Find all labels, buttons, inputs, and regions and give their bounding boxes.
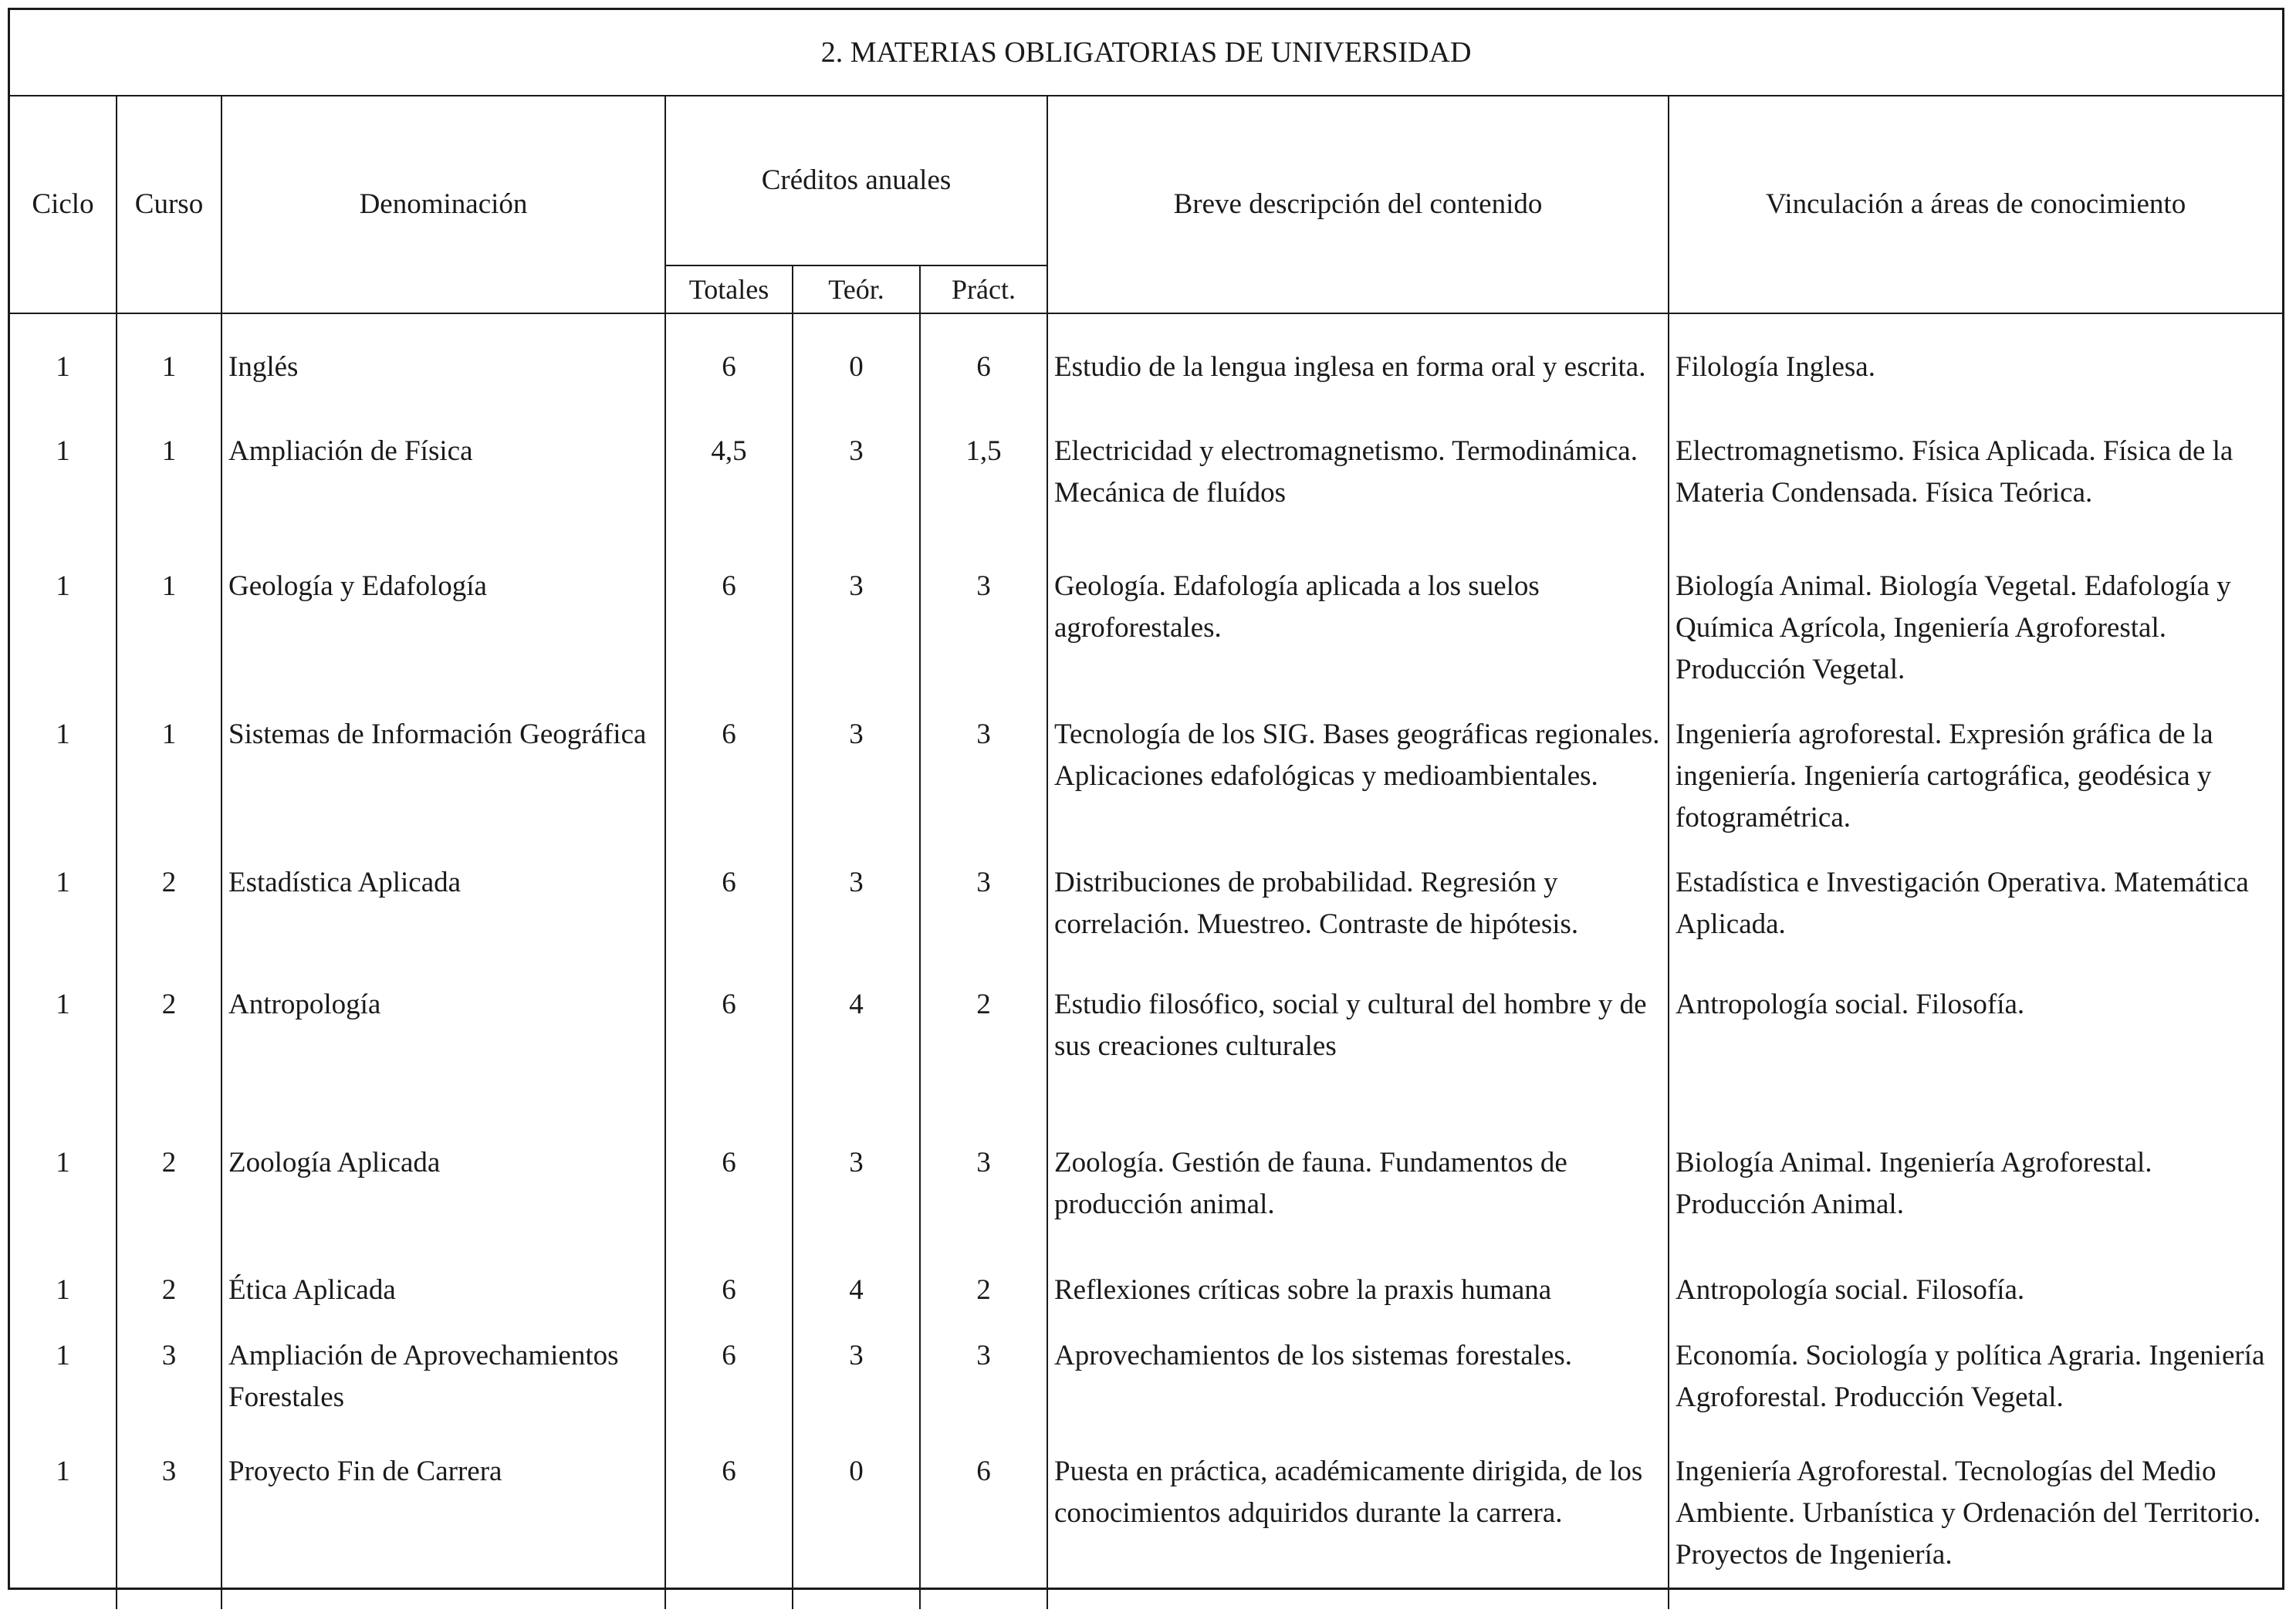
cell-denominacion: Antropología	[221, 961, 665, 1119]
cell-ciclo: 1	[10, 691, 117, 839]
cell-teor: 3	[793, 543, 920, 691]
cell-ciclo: 1	[10, 313, 117, 407]
cell-denominacion: Proyecto Fin de Carrera	[221, 1428, 665, 1609]
table-row	[10, 839, 2282, 961]
cell-curso: 1	[117, 313, 221, 407]
cell-vinculacion: Antropología social. Filosofía.	[1669, 1246, 2282, 1312]
cell-descripcion: Distribuciones de probabilidad. Regresión y correlación. Muestreo. Contraste de hipótesis.	[1047, 839, 1669, 961]
cell-pract: 6	[920, 313, 1047, 407]
cell-totales: 6	[665, 961, 793, 1119]
cell-denominacion: Estadística Aplicada	[221, 839, 665, 961]
cell-teor: 4	[793, 961, 920, 1119]
cell-denominacion: Zoología Aplicada	[221, 1119, 665, 1246]
cell-teor: 4	[793, 1246, 920, 1312]
cell-totales: 6	[665, 691, 793, 839]
table-title: 2. MATERIAS OBLIGATORIAS DE UNIVERSIDAD	[10, 10, 2282, 96]
header-creditos: Créditos anuales	[665, 96, 1047, 265]
cell-pract: 3	[920, 1119, 1047, 1246]
cell-ciclo: 1	[10, 839, 117, 961]
cell-pract: 1,5	[920, 407, 1047, 543]
table-row	[10, 1428, 2282, 1609]
table-body	[10, 313, 2282, 1609]
cell-vinculacion: Economía. Sociología y política Agraria. Ingeniería Agroforestal. Producción Vegetal.	[1669, 1312, 2282, 1428]
cell-pract: 2	[920, 961, 1047, 1119]
cell-teor: 3	[793, 407, 920, 543]
table-row	[10, 407, 2282, 543]
header-pract: Práct.	[920, 265, 1047, 313]
table-row	[10, 313, 2282, 407]
table-row	[10, 543, 2282, 691]
cell-descripcion: Estudio de la lengua inglesa en forma oral y escrita.	[1047, 313, 1669, 407]
cell-descripcion: Geología. Edafología aplicada a los suelos agroforestales.	[1047, 543, 1669, 691]
cell-totales: 4,5	[665, 407, 793, 543]
cell-vinculacion: Electromagnetismo. Física Aplicada. Física de la Materia Condensada. Física Teórica.	[1669, 407, 2282, 543]
cell-vinculacion: Estadística e Investigación Operativa. Matemática Aplicada.	[1669, 839, 2282, 961]
header-descripcion: Breve descripción del contenido	[1047, 96, 1669, 313]
cell-vinculacion: Antropología social. Filosofía.	[1669, 961, 2282, 1119]
cell-curso: 3	[117, 1428, 221, 1609]
cell-curso: 2	[117, 1246, 221, 1312]
cell-ciclo: 1	[10, 1119, 117, 1246]
table-row	[10, 1312, 2282, 1428]
cell-vinculacion: Filología Inglesa.	[1669, 313, 2282, 407]
header-vinculacion: Vinculación a áreas de conocimiento	[1669, 96, 2282, 313]
cell-ciclo: 1	[10, 961, 117, 1119]
document-sheet	[8, 8, 2284, 1590]
cell-curso: 2	[117, 839, 221, 961]
cell-pract: 3	[920, 543, 1047, 691]
cell-denominacion: Inglés	[221, 313, 665, 407]
cell-totales: 6	[665, 1246, 793, 1312]
cell-totales: 6	[665, 313, 793, 407]
cell-pract: 6	[920, 1428, 1047, 1609]
header-totales: Totales	[665, 265, 793, 313]
cell-pract: 3	[920, 1312, 1047, 1428]
cell-ciclo: 1	[10, 407, 117, 543]
cell-totales: 6	[665, 1119, 793, 1246]
table-row	[10, 1119, 2282, 1246]
cell-curso: 1	[117, 691, 221, 839]
cell-ciclo: 1	[10, 543, 117, 691]
cell-teor: 3	[793, 839, 920, 961]
cell-descripcion: Aprovechamientos de los sistemas forestales.	[1047, 1312, 1669, 1428]
cell-teor: 3	[793, 691, 920, 839]
header-ciclo: Ciclo	[10, 96, 117, 313]
cell-totales: 6	[665, 543, 793, 691]
table-row	[10, 691, 2282, 839]
cell-denominacion: Geología y Edafología	[221, 543, 665, 691]
cell-curso: 2	[117, 1119, 221, 1246]
subjects-table	[10, 10, 2282, 1609]
cell-vinculacion: Biología Animal. Ingeniería Agroforestal. Producción Animal.	[1669, 1119, 2282, 1246]
cell-descripcion: Electricidad y electromagnetismo. Termodinámica. Mecánica de fluídos	[1047, 407, 1669, 543]
cell-curso: 2	[117, 961, 221, 1119]
cell-descripcion: Reflexiones críticas sobre la praxis humana	[1047, 1246, 1669, 1312]
cell-curso: 3	[117, 1312, 221, 1428]
cell-ciclo: 1	[10, 1428, 117, 1609]
cell-descripcion: Zoología. Gestión de fauna. Fundamentos de producción animal.	[1047, 1119, 1669, 1246]
cell-descripcion: Puesta en práctica, académicamente dirigida, de los conocimientos adquiridos durante la carrera.	[1047, 1428, 1669, 1609]
cell-totales: 6	[665, 839, 793, 961]
cell-teor: 0	[793, 313, 920, 407]
cell-curso: 1	[117, 543, 221, 691]
cell-totales: 6	[665, 1312, 793, 1428]
cell-ciclo: 1	[10, 1312, 117, 1428]
cell-curso: 1	[117, 407, 221, 543]
cell-denominacion: Ética Aplicada	[221, 1246, 665, 1312]
header-denominacion: Denominación	[221, 96, 665, 313]
cell-teor: 3	[793, 1119, 920, 1246]
cell-denominacion: Ampliación de Aprovechamientos Forestales	[221, 1312, 665, 1428]
cell-descripcion: Estudio filosófico, social y cultural del hombre y de sus creaciones culturales	[1047, 961, 1669, 1119]
cell-ciclo: 1	[10, 1246, 117, 1312]
cell-teor: 3	[793, 1312, 920, 1428]
cell-vinculacion: Ingeniería Agroforestal. Tecnologías del Medio Ambiente. Urbanística y Ordenación del Territorio. Proyectos de Ingeniería.	[1669, 1428, 2282, 1609]
cell-denominacion: Ampliación de Física	[221, 407, 665, 543]
cell-teor: 0	[793, 1428, 920, 1609]
header-teor: Teór.	[793, 265, 920, 313]
cell-vinculacion: Ingeniería agroforestal. Expresión gráfica de la ingeniería. Ingeniería cartográfica, geodésica y fotogramétrica.	[1669, 691, 2282, 839]
cell-pract: 2	[920, 1246, 1047, 1312]
table-row	[10, 1246, 2282, 1312]
cell-pract: 3	[920, 691, 1047, 839]
cell-vinculacion: Biología Animal. Biología Vegetal. Edafología y Química Agrícola, Ingeniería Agroforestal. Producción Vegetal.	[1669, 543, 2282, 691]
cell-descripcion: Tecnología de los SIG. Bases geográficas regionales. Aplicaciones edafológicas y medioambientales.	[1047, 691, 1669, 839]
cell-denominacion: Sistemas de Información Geográfica	[221, 691, 665, 839]
cell-totales: 6	[665, 1428, 793, 1609]
header-curso: Curso	[117, 96, 221, 313]
table-row	[10, 961, 2282, 1119]
cell-pract: 3	[920, 839, 1047, 961]
